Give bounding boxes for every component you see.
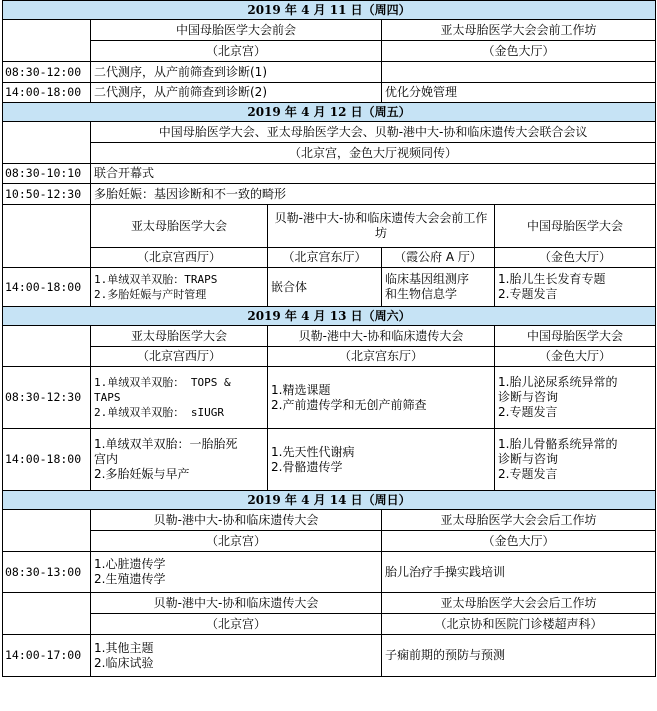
topic-line: 2.临床试验	[94, 655, 154, 670]
topic-line: 1.单绒双羊双胎：TRAPS	[94, 273, 218, 286]
day-header: 2019 年 4 月 12 日（周五）	[3, 103, 656, 122]
session-topic	[495, 367, 656, 429]
conference-schedule-table	[2, 0, 656, 677]
topic-line: 1.精选课题	[271, 382, 331, 397]
session-topic	[495, 429, 656, 491]
time-slot: 08:30-12:30	[3, 367, 91, 429]
time-slot: 14:00-18:00	[3, 429, 91, 491]
session-topic	[382, 268, 495, 307]
day-header: 2019 年 4 月 14 日（周日）	[3, 491, 656, 510]
empty-time-cell	[3, 510, 91, 552]
topic-line: 临床基因组测序	[385, 272, 470, 286]
session-topic: 嵌合体	[268, 268, 382, 307]
session-topic	[268, 429, 495, 491]
venue-name: 贝勒-港中大-协和临床遗传大会	[91, 593, 382, 614]
topic-line: 诊断与咨询	[498, 452, 559, 466]
time-slot: 14:00-18:00	[3, 268, 91, 307]
session-topic: 二代测序，从产前筛查到诊断(2)	[91, 83, 382, 103]
venue-room: （北京宫）	[91, 531, 382, 552]
venue-room: （北京宫西厅）	[91, 248, 268, 268]
topic-line: 2.生殖遗传学	[94, 572, 166, 586]
topic-line: TAPS	[94, 391, 121, 404]
session-topic: 联合开幕式	[91, 164, 656, 184]
topic-line: 2.专题发言	[498, 467, 558, 481]
venue-room: （金色大厅）	[382, 41, 656, 62]
joint-session-room: （北京宫，金色大厅视频同传）	[91, 143, 656, 164]
session-topic: 多胎妊娠：基因诊断和不一致的畸形	[91, 184, 656, 205]
venue-room: （北京宫西厅）	[91, 347, 268, 367]
venue-name: 中国母胎医学大会	[495, 326, 656, 347]
venue-room: （北京协和医院门诊楼超声科）	[382, 614, 656, 635]
time-slot: 10:50-12:30	[3, 184, 91, 205]
venue-name: 中国母胎医学大会前会	[91, 20, 382, 41]
time-slot: 14:00-18:00	[3, 83, 91, 103]
topic-line: 2.多胎妊娠与产时管理	[94, 288, 207, 301]
venue-room: （金色大厅）	[382, 531, 656, 552]
empty-time-cell	[3, 593, 91, 635]
topic-line: 1.胎儿生长发育专题	[498, 272, 606, 286]
venue-name: 贝勒-港中大-协和临床遗传大会	[91, 510, 382, 531]
time-slot: 08:30-10:10	[3, 164, 91, 184]
venue-room: （北京宫东厅）	[268, 248, 382, 268]
session-topic	[268, 367, 495, 429]
venue-room: （金色大厅）	[495, 347, 656, 367]
venue-name: 亚太母胎医学大会	[91, 326, 268, 347]
topic-line: 2.单绒双羊双胎： sIUGR	[94, 406, 224, 419]
topic-line: 和生物信息学	[385, 287, 458, 301]
venue-name: 亚太母胎医学大会会前工作坊	[382, 20, 656, 41]
venue-room: （金色大厅）	[495, 248, 656, 268]
venue-name: 亚太母胎医学大会会后工作坊	[382, 510, 656, 531]
venue-name: 亚太母胎医学大会会后工作坊	[382, 593, 656, 614]
topic-line: 1.单绒双羊双胎： TOPS &	[94, 376, 231, 389]
topic-line: 1.胎儿泌尿系统异常的	[498, 375, 618, 389]
session-topic	[91, 367, 268, 429]
session-topic	[91, 635, 382, 677]
session-topic	[91, 268, 268, 307]
topic-line: 1.其他主题	[94, 640, 154, 655]
venue-room: （北京宫东厅）	[268, 347, 495, 367]
session-topic: 二代测序，从产前筛查到诊断(1)	[91, 62, 382, 83]
venue-name: 贝勒-港中大-协和临床遗传大会	[268, 326, 495, 347]
venue-name: 贝勒-港中大-协和临床遗传大会会前工作坊	[268, 205, 495, 248]
venue-room: （北京宫）	[91, 614, 382, 635]
empty-time-cell	[3, 122, 91, 164]
topic-line: 1.胎儿骨骼系统异常的	[498, 437, 618, 451]
topic-line: 1.先天性代谢病	[271, 444, 355, 459]
day-header: 2019 年 4 月 11 日（周四）	[3, 1, 656, 20]
venue-name: 中国母胎医学大会	[495, 205, 656, 248]
session-topic: 胎儿治疗手操实践培训	[382, 552, 656, 593]
session-topic	[495, 268, 656, 307]
topic-line: 1.单绒双羊双胎：一胎胎死	[94, 437, 238, 451]
topic-line: 2.专题发言	[498, 287, 558, 301]
topic-line: 1.心脏遗传学	[94, 557, 166, 571]
time-slot: 08:30-13:00	[3, 552, 91, 593]
time-slot: 14:00-17:00	[3, 635, 91, 677]
session-topic	[91, 429, 268, 491]
empty-time-cell	[3, 326, 91, 367]
time-slot: 08:30-12:00	[3, 62, 91, 83]
session-topic	[91, 552, 382, 593]
venue-room: （霞公府 A 厅）	[382, 248, 495, 268]
venue-room: （北京宫）	[91, 41, 382, 62]
empty-time-cell	[3, 205, 91, 268]
empty-time-cell	[3, 20, 91, 62]
topic-line: 诊断与咨询	[498, 390, 559, 404]
topic-line: 2.多胎妊娠与早产	[94, 467, 190, 481]
session-topic: 子痫前期的预防与预测	[382, 635, 656, 677]
topic-line: 2.骨骼遗传学	[271, 459, 343, 474]
topic-line: 2.专题发言	[498, 405, 558, 419]
session-topic: 优化分娩管理	[382, 83, 656, 103]
topic-line: 2.产前遗传学和无创产前筛查	[271, 397, 427, 412]
day-header: 2019 年 4 月 13 日（周六）	[3, 307, 656, 326]
topic-line: 宫内	[94, 452, 119, 466]
joint-session-name: 中国母胎医学大会、亚太母胎医学大会、贝勒-港中大-协和临床遗传大会联合会议	[91, 122, 656, 143]
session-topic	[382, 62, 656, 83]
venue-name: 亚太母胎医学大会	[91, 205, 268, 248]
